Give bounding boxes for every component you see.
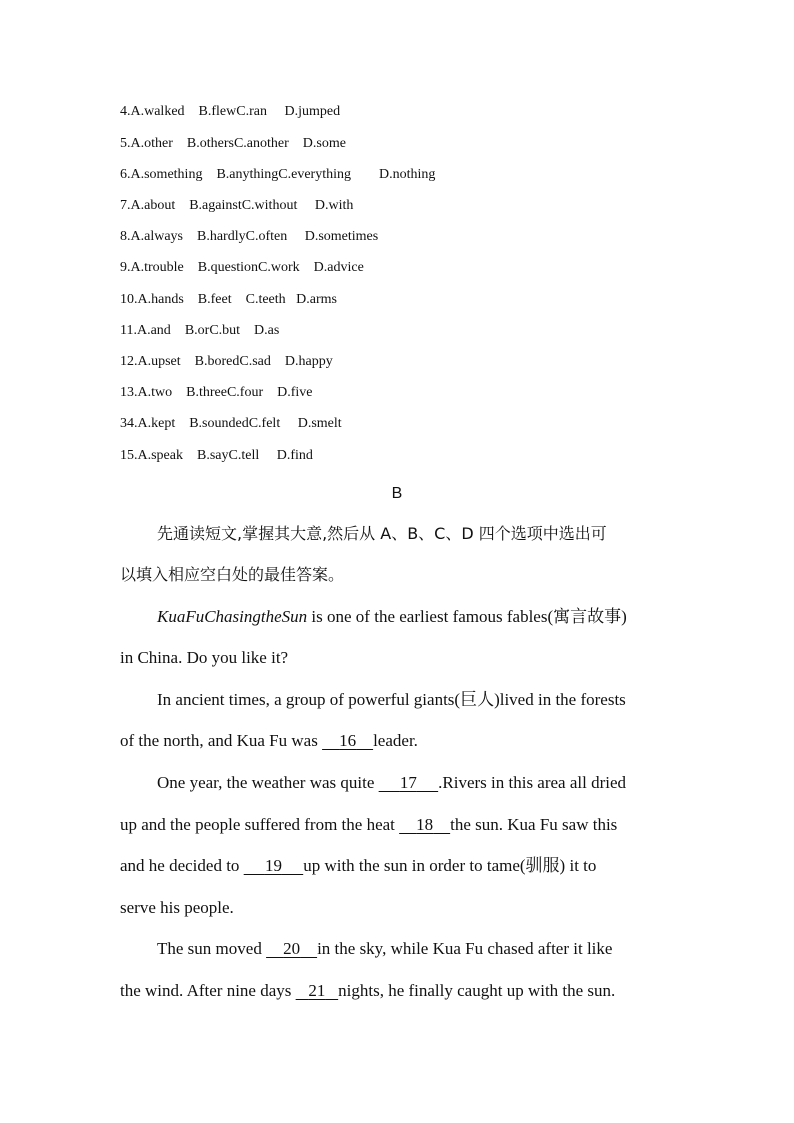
instruction-line-2: 以填入相应空白处的最佳答案。: [120, 565, 345, 584]
blank-21: 21: [308, 981, 326, 1000]
p1-line-2: in China. Do you like it?: [120, 648, 289, 667]
option-row-4: 4.A.walked B.flewC.ran D.jumped: [120, 104, 341, 119]
p4-line-2: the wind. After nine days 21 nights, he finally caught up with the sun.: [120, 979, 615, 1003]
blank-18: 18: [416, 815, 434, 834]
p4-line-1: The sun moved 20 in the sky, while Kua Fu chased after it like: [157, 937, 612, 961]
option-row-10: 10.A.hands B.feet C.teeth D.arms: [120, 292, 337, 307]
option-row-7: 7.A.about B.againstC.without D.with: [120, 198, 354, 213]
p3-line-4: serve his people.: [120, 898, 234, 917]
p3-line-3: and he decided to 19 up with the sun in order to tame(驯服) it to: [120, 854, 596, 878]
blank-16: 16: [339, 731, 357, 750]
option-row-6: 6.A.something B.anythingC.everything D.nothing: [120, 167, 436, 182]
option-row-34: 34.A.kept B.soundedC.felt D.smelt: [120, 416, 342, 431]
blank-20: 20: [283, 939, 301, 958]
option-row-11: 11.A.and B.orC.but D.as: [120, 323, 280, 338]
option-row-8: 8.A.always B.hardlyC.often D.sometimes: [120, 229, 379, 244]
instruction-line-1: 先通读短文,掌握其大意,然后从 A、B、C、D 四个选项中选出可: [157, 524, 607, 543]
p3-line-2: up and the people suffered from the heat 18 the sun. Kua Fu saw this: [120, 813, 617, 837]
option-row-5: 5.A.other B.othersC.another D.some: [120, 136, 346, 151]
p1-line-1: KuaFuChasingtheSun is one of the earliest famous fables(寓言故事): [157, 607, 627, 626]
blank-19: 19: [264, 856, 282, 875]
option-row-12: 12.A.upset B.boredC.sad D.happy: [120, 354, 333, 369]
p2-line-2: of the north, and Kua Fu was 16 leader.: [120, 729, 418, 753]
fable-title: KuaFuChasingtheSun: [157, 607, 308, 626]
p3-line-1: One year, the weather was quite 17 .Rivers in this area all dried: [157, 771, 626, 795]
option-row-9: 9.A.trouble B.questionC.work D.advice: [120, 260, 364, 275]
option-row-15: 15.A.speak B.sayC.tell D.find: [120, 448, 313, 463]
section-heading: B: [391, 485, 403, 502]
blank-17: 17: [399, 773, 417, 792]
option-row-13: 13.A.two B.threeC.four D.five: [120, 385, 313, 400]
p2-line-1: In ancient times, a group of powerful giants(巨人)lived in the forests: [157, 690, 626, 709]
